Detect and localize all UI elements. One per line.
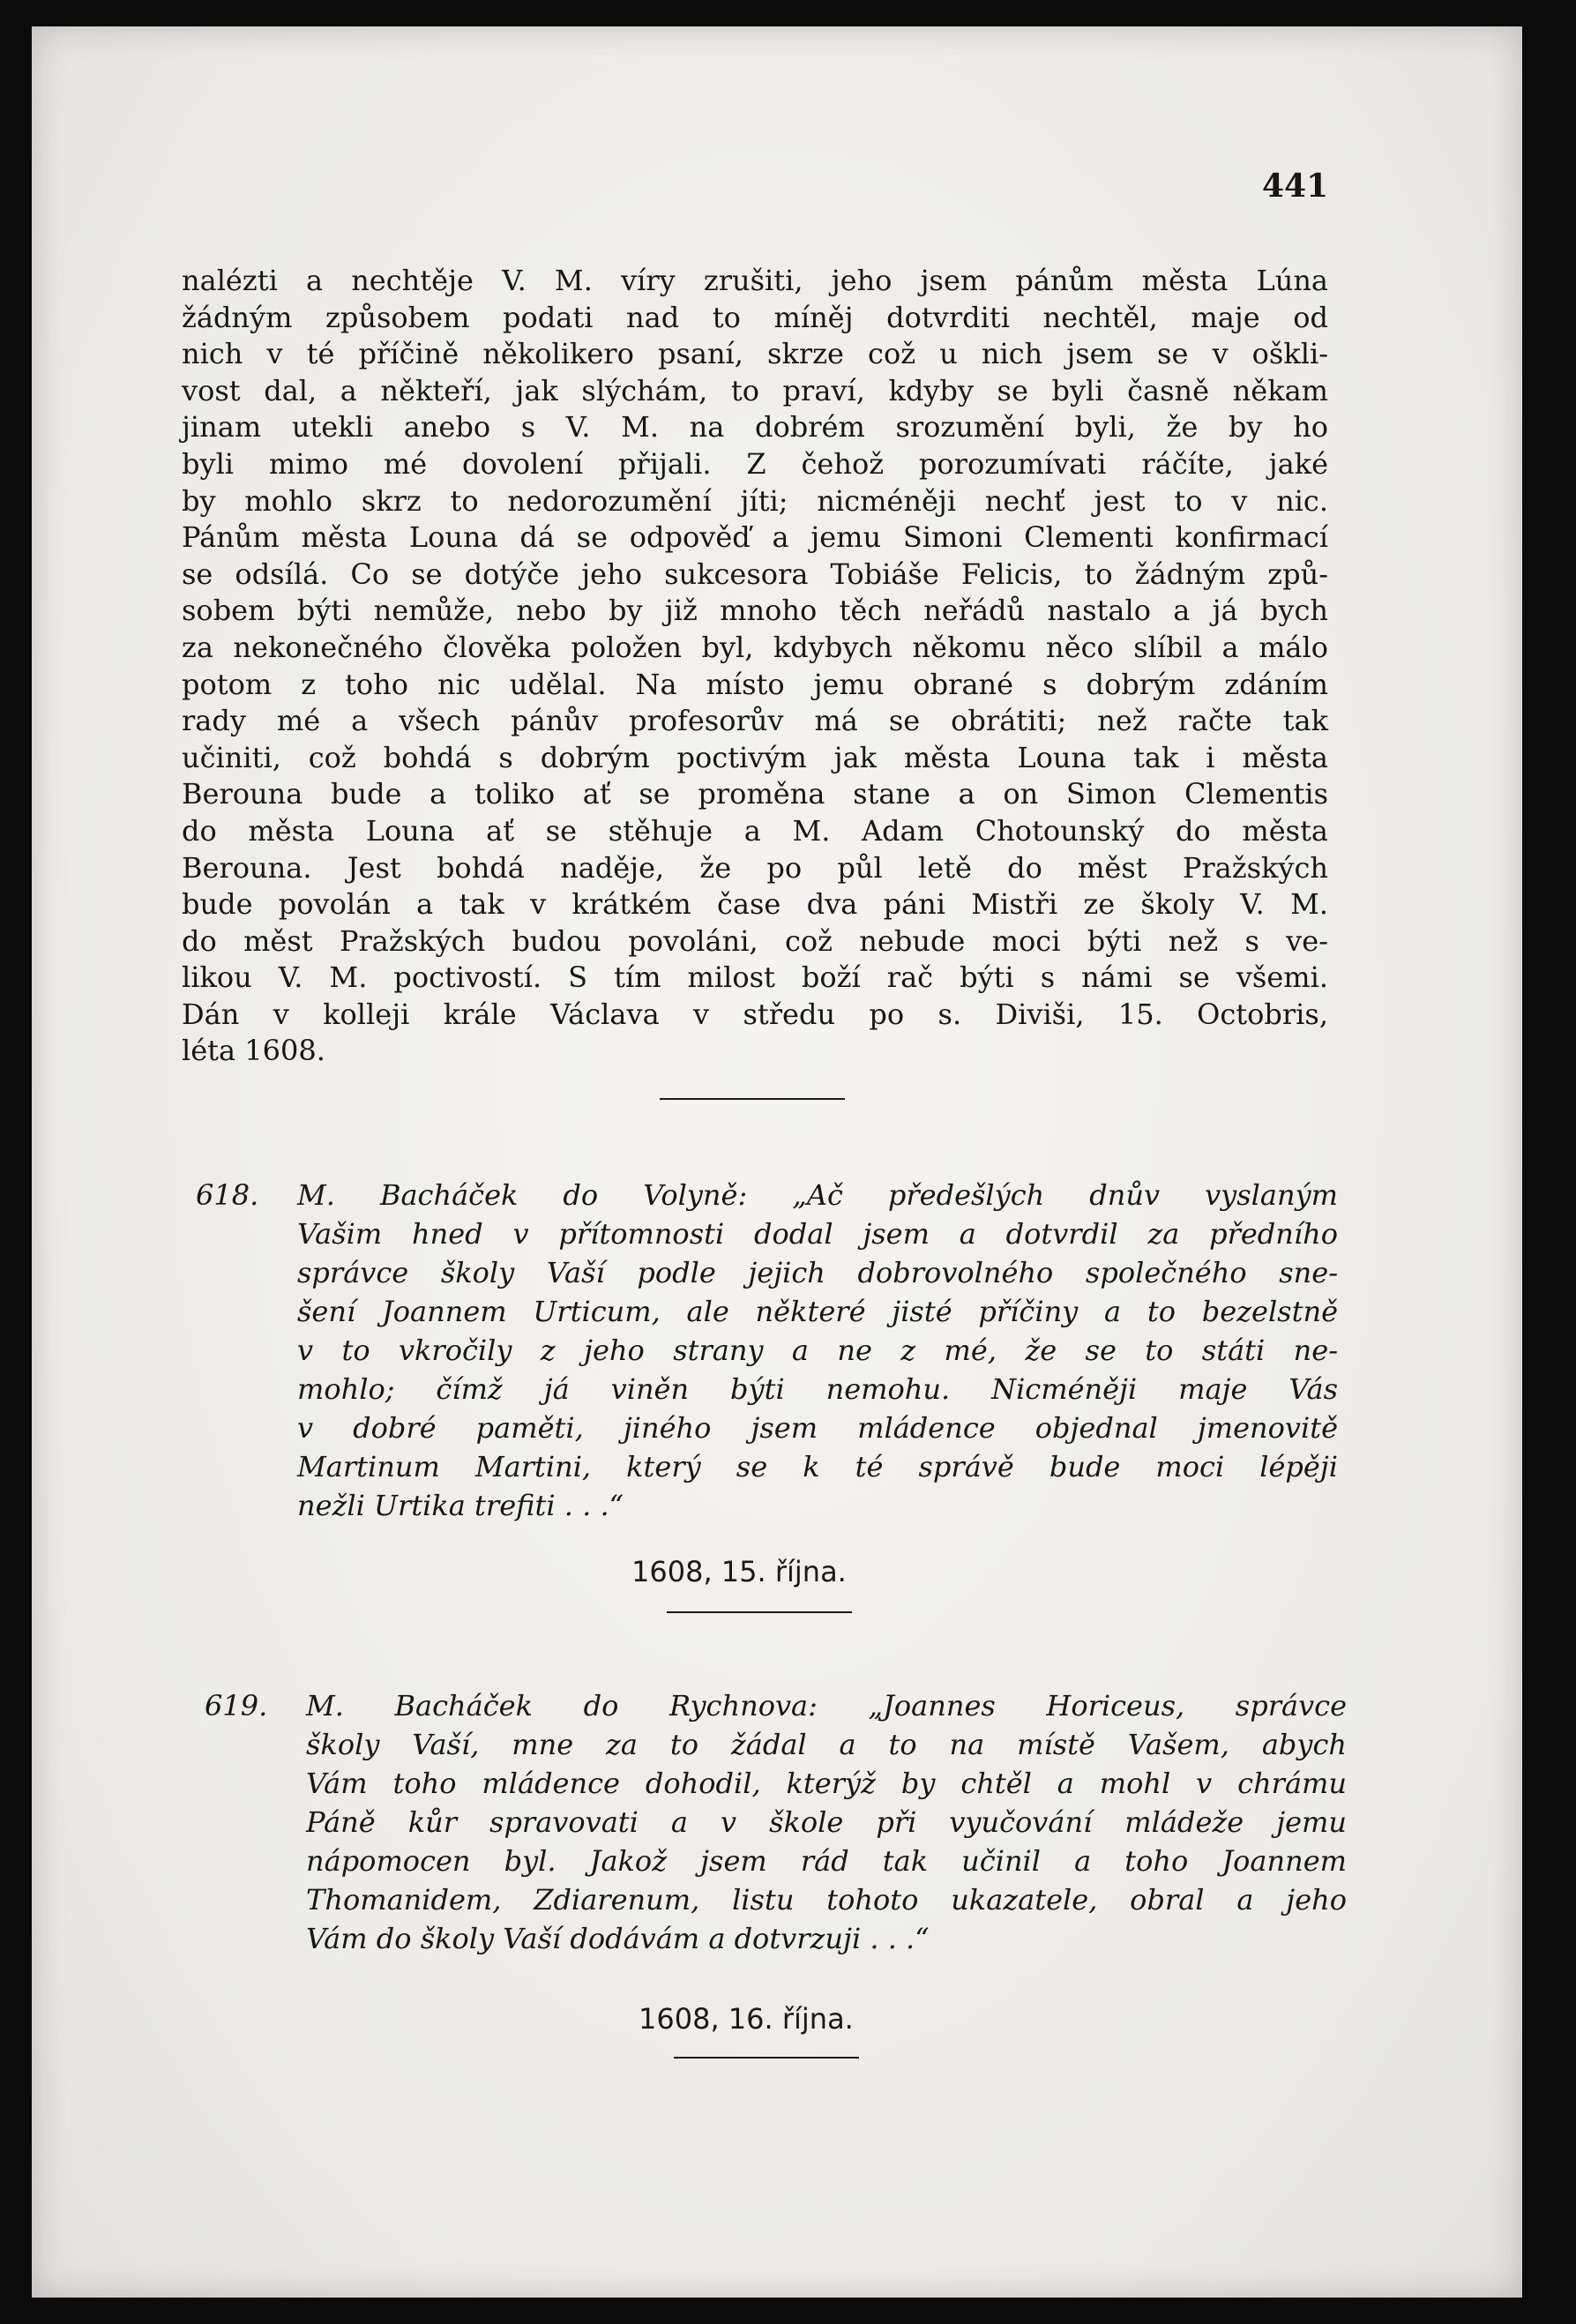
entry-text <box>306 1686 1347 1958</box>
entry-line: Vám do školy Vaší dodávám a dotvrzuji . . .“ <box>306 1922 930 1955</box>
book-page <box>32 26 1522 2298</box>
body-line: bude povolán a tak v krátkém čase dva páni Mistři ze školy V. M. <box>182 887 1328 922</box>
body-line: Dán v kolleji krále Václava v středu po s. Diviši, 15. Octobris, <box>182 997 1328 1031</box>
section-divider <box>674 2057 859 2059</box>
body-line: za nekonečného člověka položen byl, kdybych někomu něco slíbil a málo <box>182 630 1328 664</box>
section-divider <box>660 1098 845 1100</box>
body-line: léta 1608. <box>182 1034 325 1068</box>
entry-line: v dobré paměti, jiného jsem mládence objednal jmenovitě <box>297 1411 1338 1445</box>
section-divider <box>667 1611 852 1613</box>
body-line: nich v té příčině několikero psaní, skrze což u nich jsem se v oškli- <box>182 337 1328 371</box>
body-line: potom z toho nic udělal. Na místo jemu obrané s dobrým zdáním <box>182 667 1328 701</box>
body-line: do města Louna ať se stěhuje a M. Adam Chotounský do města <box>182 813 1328 848</box>
entry-line: Vám toho mládence dohodil, kterýž by chtěl a mohl v chrámu <box>306 1767 1347 1800</box>
body-line: Berouna. Jest bohdá naděje, že po půl letě do měst Pražských <box>182 850 1328 885</box>
entry-line: správce školy Vaší podle jejich dobrovolného společného sne- <box>297 1256 1338 1289</box>
entry-line: nežli Urtika trefiti . . .“ <box>297 1489 624 1522</box>
entry-line: Páně kůr spravovati a v škole při vyučování mládeže jemu <box>306 1805 1347 1839</box>
page-number: 441 <box>1262 168 1329 205</box>
entry-number: 619. <box>205 1689 268 1722</box>
entry-618-date: 1608, 15. října. <box>631 1555 847 1588</box>
body-line: sobem býti nemůže, nebo by již mnoho těch neřádů nastalo a já bych <box>182 594 1328 628</box>
body-line: rady mé a všech pánův profesorův má se obrátiti; než račte tak <box>182 704 1328 738</box>
entry-text <box>297 1176 1338 1525</box>
body-line: jinam utekli anebo s V. M. na dobrém srozumění byli, že by ho <box>182 410 1328 445</box>
entry-line: nápomocen byl. Jakož jsem rád tak učinil a toho Joannem <box>306 1844 1347 1878</box>
body-line: vost dal, a někteří, jak slýchám, to praví, kdyby se byli časně někam <box>182 373 1328 407</box>
letter-body <box>182 263 1328 1070</box>
body-line: žádným způsobem podati nad to míněj dotvrditi nechtěl, maje od <box>182 300 1328 334</box>
entry-line: Vašim hned v přítomnosti dodal jsem a dotvrdil za předního <box>297 1217 1338 1251</box>
body-line: likou V. M. poctivostí. S tím milost boží rač býti s námi se všemi. <box>182 960 1328 995</box>
entry-line: Thomanidem, Zdiarenum, listu tohoto ukazatele, obral a jeho <box>306 1883 1347 1917</box>
body-line: nalézti a nechtěje V. M. víry zrušiti, jeho jsem pánům města Lúna <box>182 264 1328 297</box>
entry-line: školy Vaší, mne za to žádal a to na místě Vašem, abych <box>306 1728 1347 1761</box>
entry-line: šení Joannem Urticum, ale některé jisté příčiny a to bezelstně <box>297 1295 1338 1328</box>
entry-line: M. Bacháček do Rychnova: „Joannes Horiceus, správce <box>306 1689 1347 1722</box>
entry-line: Martinum Martini, který se k té správě bude moci lépěji <box>297 1450 1338 1483</box>
entry-line: v to vkročily z jeho strany a ne z mé, že se to státi ne- <box>297 1334 1338 1367</box>
body-line: se odsílá. Co se dotýče jeho sukcesora Tobiáše Felicis, to žádným způ- <box>182 557 1328 591</box>
body-line: Berouna bude a toliko ať se proměna stane a on Simon Clementis <box>182 777 1328 811</box>
entry-line: M. Bacháček do Volyně: „Ač předešlých dnův vyslaným <box>297 1178 1338 1212</box>
entry-number: 618. <box>196 1178 259 1212</box>
body-line: učiniti, což bohdá s dobrým poctivým jak města Louna tak i města <box>182 740 1328 774</box>
entry-line: mohlo; čímž já viněn býti nemohu. Nicméněji maje Vás <box>297 1372 1338 1406</box>
body-line: byli mimo mé dovolení přijali. Z čehož porozumívati ráčíte, jaké <box>182 446 1328 481</box>
body-line: do měst Pražských budou povoláni, což nebude moci býti než s ve- <box>182 923 1328 958</box>
body-line: Pánům města Louna dá se odpověď a jemu Simoni Clementi konfirmací <box>182 520 1328 555</box>
body-line: by mohlo skrz to nedorozumění jíti; nicméněji nechť jest to v nic. <box>182 483 1328 518</box>
entry-619-date: 1608, 16. října. <box>639 2002 854 2036</box>
